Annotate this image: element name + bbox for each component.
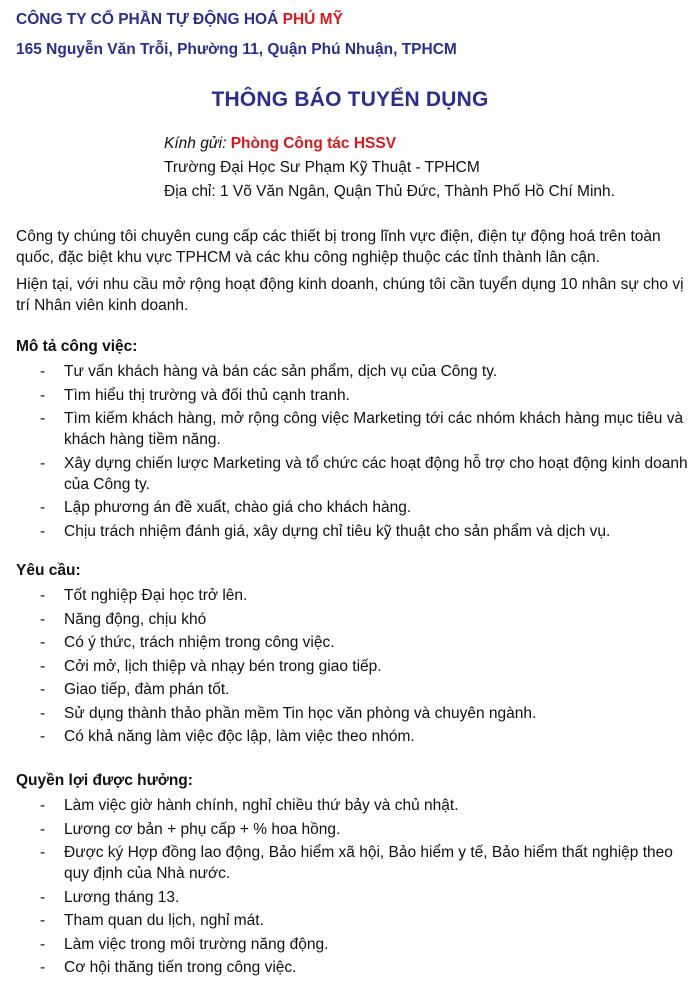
list-item [16, 585, 688, 606]
company-name-prefix: CÔNG TY CỔ PHẦN TỰ ĐỘNG HOÁ [16, 11, 283, 28]
section-heading: Mô tả công việc: [16, 338, 138, 355]
section-heading: Yêu cầu: [16, 562, 81, 579]
dash-bullet: - [40, 522, 46, 540]
recipient-school: Trường Đại Học Sư Phạm Kỹ Thuật - TPHCM [164, 159, 480, 176]
list-item-text: Tốt nghiệp Đại học trở lên. [64, 587, 248, 604]
list-item [16, 632, 688, 653]
list-item-text: Năng động, chịu khó [64, 610, 207, 628]
list-item [16, 656, 688, 677]
bullet-list [16, 585, 688, 747]
dash-bullet: - [40, 410, 46, 427]
recipient-block [164, 132, 615, 204]
list-item-text: Tư vấn khách hàng và bán các sản phẩm, dịch vụ của Công ty. [64, 363, 498, 380]
intro-paragraph: Hiện tại, với nhu cầu mở rộng hoạt động kinh doanh, chúng tôi cần tuyển dụng 10 nhân sự cho vị trí Nhân viên kinh doanh. [16, 276, 684, 314]
list-item [16, 957, 688, 978]
dash-bullet: - [40, 587, 46, 604]
list-item [16, 726, 688, 747]
list-item-text: Sử dụng thành thảo phần mềm Tin học văn phòng và chuyên ngành. [64, 704, 537, 722]
list-item-text: Làm việc trong môi trường năng động. [64, 935, 329, 953]
company-brand: PHÚ MỸ [282, 11, 343, 28]
list-item-text: Tìm hiểu thị trường và đối thủ cạnh tranh. [64, 386, 350, 404]
dash-bullet: - [40, 959, 46, 976]
list-item-text: Làm việc giờ hành chính, nghỉ chiều thứ bảy và chủ nhật. [64, 797, 459, 814]
list-item [16, 521, 688, 542]
dash-bullet: - [40, 386, 46, 404]
dash-bullet: - [40, 888, 46, 906]
dash-bullet: - [40, 728, 46, 745]
dash-bullet: - [40, 610, 46, 628]
list-item [16, 497, 688, 518]
list-item-text: Xây dựng chiến lược Marketing và tổ chức các hoạt động hỗ trợ cho hoạt động kinh doanh của Công ty. [64, 454, 688, 493]
dash-bullet: - [40, 363, 46, 380]
benefits-section [16, 770, 688, 981]
list-item [16, 679, 688, 700]
dash-bullet: - [40, 912, 46, 929]
recipient-name: Phòng Công tác HSSV [230, 135, 397, 152]
recipient-line [164, 132, 615, 156]
list-item-text: Lương tháng 13. [64, 888, 180, 906]
list-item [16, 408, 688, 450]
bullet-list [16, 795, 688, 978]
job-description-section [16, 336, 688, 544]
list-item [16, 361, 688, 382]
list-item [16, 453, 688, 495]
dash-bullet: - [40, 499, 46, 516]
list-item-text: Chịu trách nhiệm đánh giá, xây dựng chỉ tiêu kỹ thuật cho sản phẩm và dịch vụ. [64, 522, 611, 540]
list-item [16, 842, 688, 884]
list-item-text: Cởi mở, lịch thiệp và nhạy bén trong giao tiếp. [64, 657, 382, 675]
list-item-text: Cơ hội thăng tiến trong công việc. [64, 959, 297, 976]
dash-bullet: - [40, 657, 46, 675]
page-title: THÔNG BÁO TUYỂN DỤNG [211, 88, 489, 111]
dash-bullet: - [40, 844, 46, 861]
dash-bullet: - [40, 820, 46, 838]
company-name [16, 10, 343, 30]
list-item-text: Giao tiếp, đàm phán tốt. [64, 681, 230, 698]
recipient-label: Kính gửi: [164, 135, 231, 152]
list-item [16, 934, 688, 955]
list-item-text: Lương cơ bản + phụ cấp + % hoa hồng. [64, 820, 341, 838]
dash-bullet: - [40, 634, 46, 651]
list-item [16, 609, 688, 630]
list-item-text: Tham quan du lịch, nghỉ mát. [64, 912, 264, 929]
dash-bullet: - [40, 935, 46, 953]
company-address: 165 Nguyễn Văn Trỗi, Phường 11, Quận Phú Nhuận, TPHCM [16, 41, 457, 58]
dash-bullet: - [40, 681, 46, 698]
list-item [16, 887, 688, 908]
recipient-address: Địa chỉ: 1 Võ Văn Ngân, Quận Thủ Đức, Thành Phố Hồ Chí Minh. [164, 183, 615, 200]
intro-block [16, 226, 688, 322]
list-item-text: Lập phương án đề xuất, chào giá cho khách hàng. [64, 499, 412, 516]
list-item-text: Được ký Hợp đồng lao động, Bảo hiểm xã hội, Bảo hiểm y tế, Bảo hiểm thất nghiệp theo quy định của Nhà nước. [64, 844, 673, 882]
section-heading: Quyền lợi được hưởng: [16, 772, 193, 789]
bullet-list [16, 361, 688, 542]
dash-bullet: - [40, 797, 46, 814]
list-item [16, 819, 688, 840]
list-item [16, 703, 688, 724]
dash-bullet: - [40, 454, 46, 472]
list-item-text: Có ý thức, trách nhiệm trong công việc. [64, 634, 335, 651]
intro-paragraph: Công ty chúng tôi chuyên cung cấp các thiết bị trong lĩnh vực điện, điện tự động hoá trên toàn quốc, đặc biệt khu vực TPHCM và các khu công nghiệp thuộc các tỉnh thành lân cận. [16, 228, 661, 266]
list-item [16, 795, 688, 816]
dash-bullet: - [40, 704, 46, 722]
list-item-text: Có khả năng làm việc độc lập, làm việc theo nhóm. [64, 728, 415, 745]
list-item [16, 385, 688, 406]
list-item [16, 910, 688, 931]
requirements-section [16, 560, 688, 750]
list-item-text: Tìm kiếm khách hàng, mở rộng công việc Marketing tới các nhóm khách hàng mục tiêu và khách hàng tiềm năng. [64, 410, 684, 448]
